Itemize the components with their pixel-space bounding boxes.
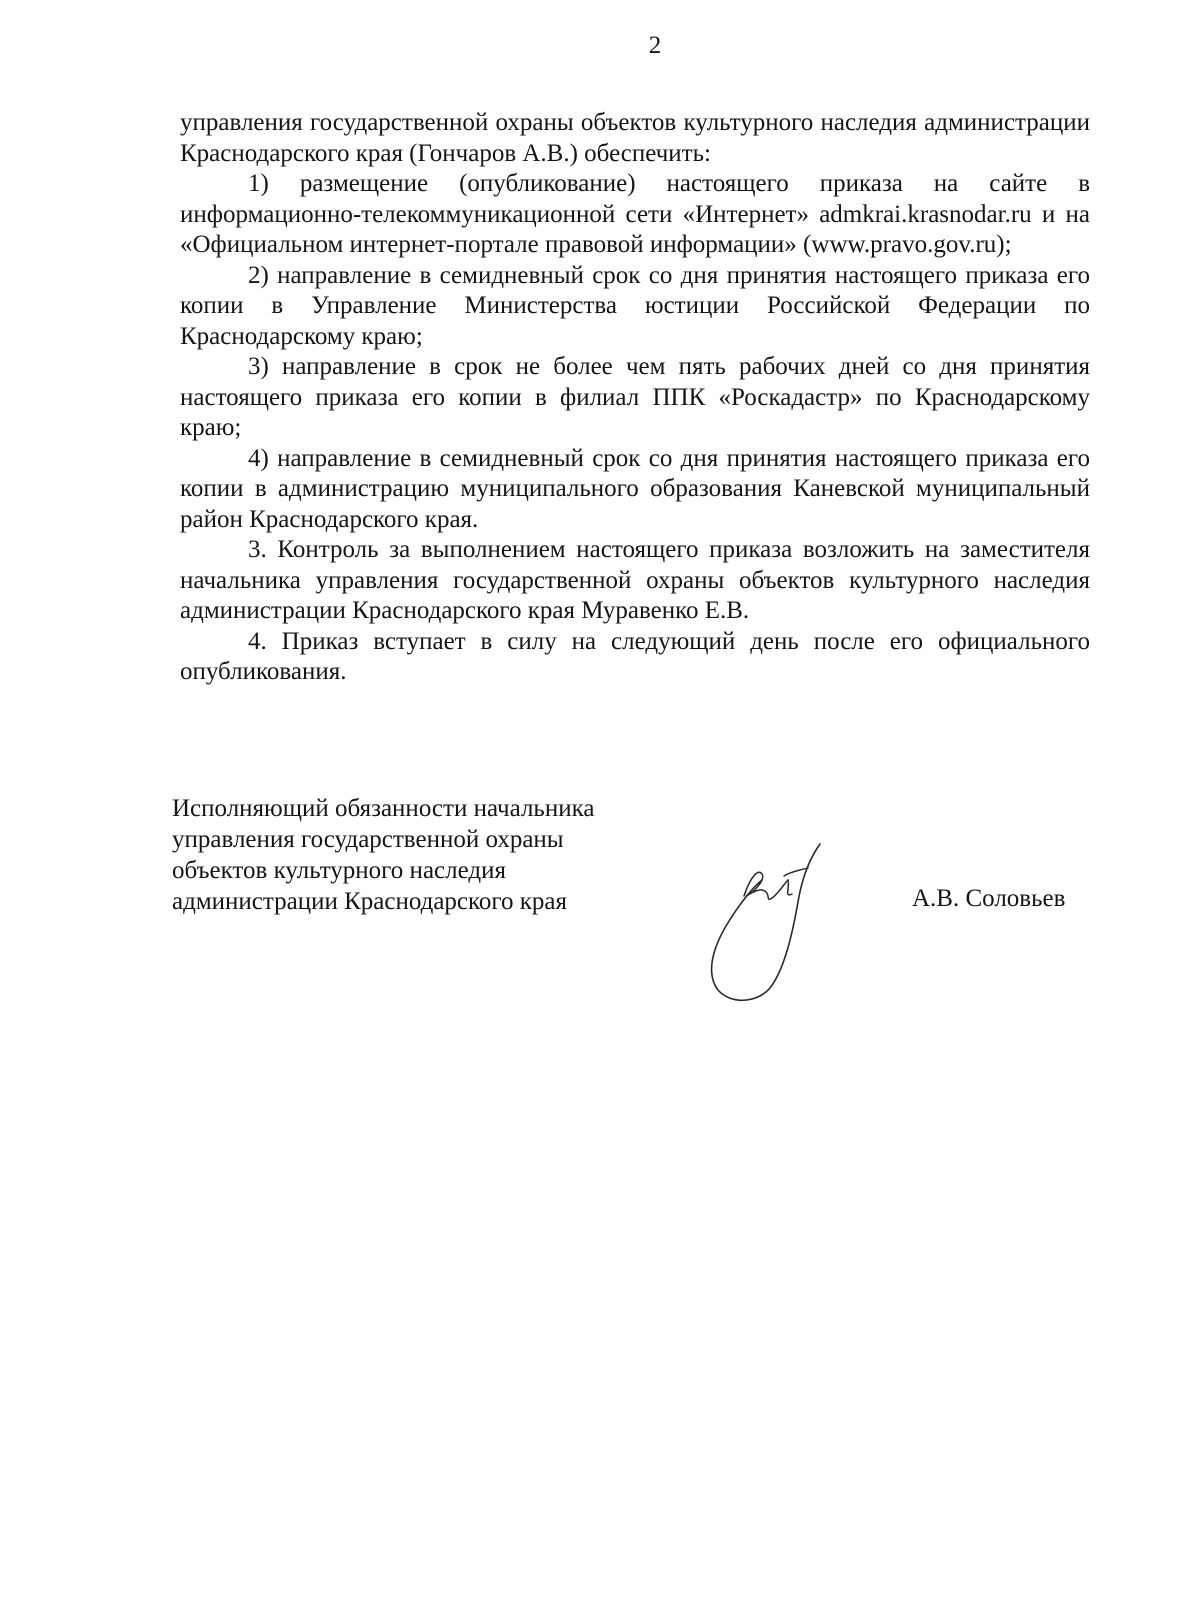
paragraph-item-2-ministry-of-justice: 2) направление в семидневный срок со дня принятия настоящего приказа его копии в Управление Министерства юстиции Российской Федерации по Краснодарскому краю; (180, 261, 1090, 350)
signatory-position-line: администрации Краснодарского края (172, 888, 568, 915)
handwritten-signature (700, 838, 830, 1008)
paragraph-3-control: 3. Контроль за выполнением настоящего приказа возложить на заместителя начальника управления государственной охраны объектов культурного наследия администрации Краснодарского края Муравенко Е.В. (180, 536, 1090, 624)
paragraph-continuation: управления государственной охраны объектов культурного наследия администрации Краснодарского края (Гончаров А.В.) обеспечить: (180, 109, 1090, 167)
paragraph-4-entry-into-force: 4. Приказ вступает в силу на следующий день после его официального опубликования. (180, 627, 1090, 685)
signatory-position-line: управления государственной охраны (172, 826, 564, 853)
paragraph-item-4-municipal-administration: 4) направление в семидневный срок со дня принятия настоящего приказа его копии в администрацию муниципального образования Каневской муниципальный район Краснодарского края. (180, 444, 1090, 533)
document-body (180, 108, 1090, 688)
signatory-position-line: объектов культурного наследия (172, 857, 506, 884)
signatory-position (172, 793, 652, 917)
page-number: 2 (648, 32, 662, 59)
paragraph-item-1-publication: 1) размещение (опубликование) настоящего приказа на сайте в информационно-телекоммуникационной сети «Интернет» admkrai.krasnodar.ru и на «Официальном интернет-портале правовой информации» (www.pravo.gov.ru); (180, 170, 1090, 258)
signatory-name: А.В. Соловьев (912, 885, 1066, 912)
signatory-position-line: Исполняющий обязанности начальника (172, 795, 595, 822)
paragraph-item-3-roskadastr: 3) направление в срок не более чем пять рабочих дней со дня принятия настоящего приказа его копии в филиал ППК «Роскадастр» по Краснодарскому краю; (180, 353, 1090, 441)
